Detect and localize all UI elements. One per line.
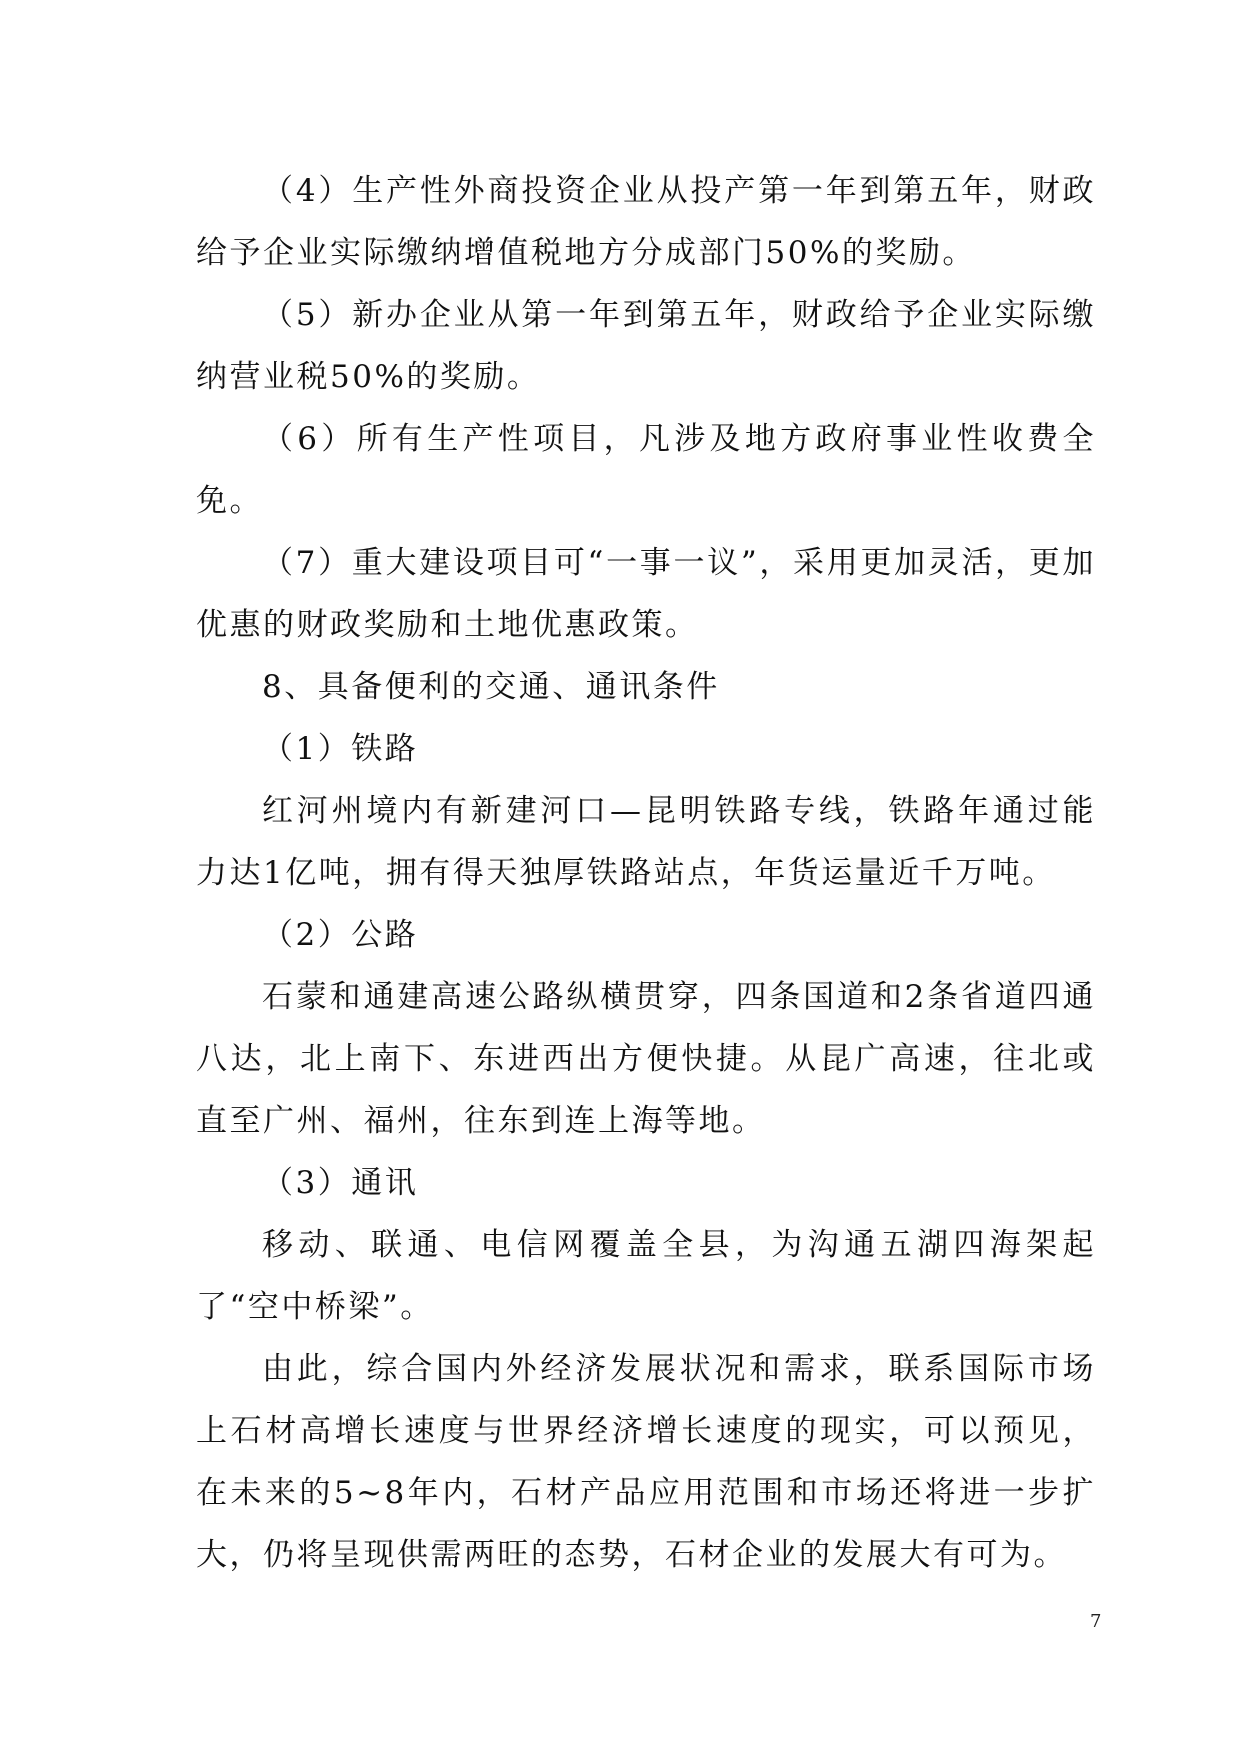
subheading-telecom: （3）通讯 xyxy=(262,1165,419,1201)
section-heading-transport: 8、具备便利的交通、通讯条件 xyxy=(262,669,720,705)
paragraph-highway: 石蒙和通建高速公路纵横贯穿，四条国道和2条省道四通八达，北上南下、东进西出方便快捷。从昆广高速，往北或直至广州、福州，往东到连上海等地。 xyxy=(196,979,1096,1139)
paragraph-conclusion: 由此，综合国内外经济发展状况和需求，联系国际市场上石材高增长速度与世界经济增长速度的现实，可以预见，在未来的5~8年内，石材产品应用范围和市场还将进一步扩大，仍将呈现供需两旺的态势，石材企业的发展大有可为。 xyxy=(196,1351,1096,1573)
page-number: 7 xyxy=(1090,1611,1102,1632)
subheading-railway: （1）铁路 xyxy=(262,731,419,767)
paragraph-policy-4: （4）生产性外商投资企业从投产第一年到第五年，财政给予企业实际缴纳增值税地方分成部门50%的奖励。 xyxy=(196,173,1096,271)
paragraph-policy-6: （6）所有生产性项目，凡涉及地方政府事业性收费全免。 xyxy=(196,421,1096,519)
subheading-highway: （2）公路 xyxy=(262,917,419,953)
paragraph-policy-7: （7）重大建设项目可“一事一议”，采用更加灵活，更加优惠的财政奖励和土地优惠政策。 xyxy=(196,545,1096,643)
document-body xyxy=(196,160,1096,1586)
paragraph-railway: 红河州境内有新建河口—昆明铁路专线，铁路年通过能力达1亿吨，拥有得天独厚铁路站点，年货运量近千万吨。 xyxy=(196,793,1096,891)
paragraph-policy-5: （5）新办企业从第一年到第五年，财政给予企业实际缴纳营业税50%的奖励。 xyxy=(196,297,1096,395)
paragraph-telecom: 移动、联通、电信网覆盖全县，为沟通五湖四海架起了“空中桥梁”。 xyxy=(196,1227,1096,1325)
